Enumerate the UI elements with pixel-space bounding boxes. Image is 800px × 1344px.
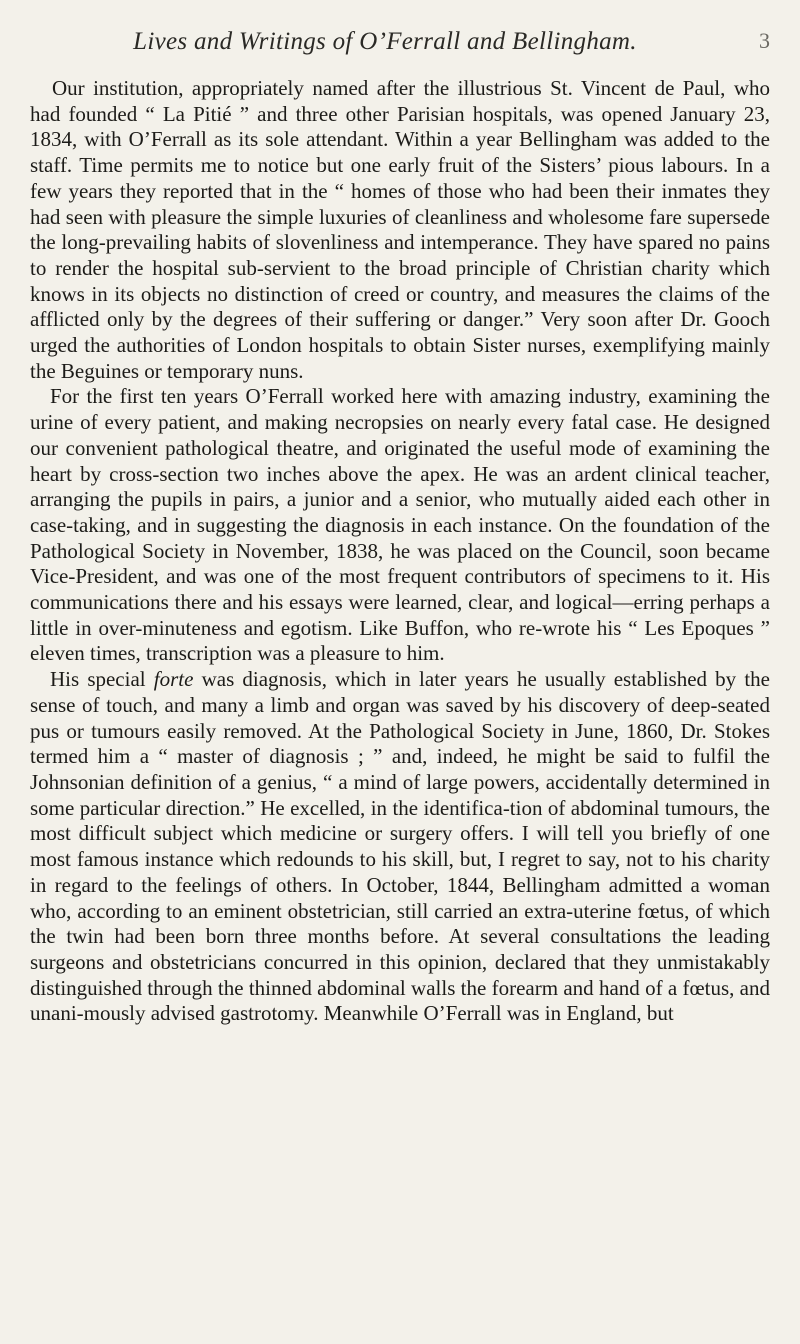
paragraph-3-rest: was diagnosis, which in later years he usually established by the sense of touch, and many a limb and organ was saved by his discovery of deep-seated pus or tumours easily removed. At the Pathological Society in June, 1860, Dr. Stokes termed him a “ master of diagnosis ; ” and, indeed, he might be said to fulfil the Johnsonian definition of a genius, “ a mind of large powers, accidentally determined in some particular direction.” He excelled, in the identifica-tion of abdominal tumours, the most difficult subject which medicine or surgery offers. I will tell you briefly of one most famous instance which redounds to his skill, but, I regret to say, not to his charity in regard to the feelings of others. In October, 1844, Bellingham admitted a woman who, according to an eminent obstetrician, still carried an extra-uterine fœtus, of which the twin had been born three months before. At several consultations the leading surgeons and obstetricians concurred in this opinion, declared that they unmistakably distinguished through the thinned abdominal walls the forearm and hand of a fœtus, and unani-mously advised gastrotomy. Meanwhile O’Ferrall was in England, but — [30, 667, 770, 1026]
paragraph-2: For the first ten years O’Ferrall worked here with amazing industry, examining the urine of every patient, and making necropsies on nearly every fatal case. He designed our convenient pathological theatre, and originated the useful mode of examining the heart by cross-section two inches above the apex. He was an ardent clinical teacher, arranging the pupils in pairs, a junior and a senior, who mutually aided each other in case-taking, and in suggesting the diagnosis in each instance. On the foundation of the Pathological Society in November, 1838, he was placed on the Council, soon became Vice-President, and was one of the most frequent contributors of specimens to it. His communications there and his essays were learned, clear, and logical—erring perhaps a little in over-minuteness and egotism. Like Buffon, who re-wrote his “ Les Epoques ” eleven times, transcription was a pleasure to him. — [30, 384, 770, 666]
running-head — [30, 24, 770, 80]
paragraph-1: Our institution, appropriately named after the illustrious St. Vincent de Paul, who had founded “ La Pitié ” and three other Parisian hospitals, was opened January 23, 1834, with O’Ferrall as its sole attendant. Within a year Bellingham was added to the staff. Time permits me to notice but one early fruit of the Sisters’ pious labours. In a few years they reported that in the “ homes of those who had been their inmates they had seen with pleasure the simple luxuries of cleanliness and wholesome fare supersede the long-prevailing habits of slovenliness and intemperance. They have spared no pains to render the hospital sub-servient to the broad principle of Christian charity which knows in its objects no distinction of creed or country, and measures the claims of the afflicted only by the degrees of their suffering or danger.” Very soon after Dr. Gooch urged the authorities of London hospitals to obtain Sister nurses, exemplifying mainly the Beguines or temporary nuns. — [30, 76, 770, 383]
paragraph-3-italic-word: forte — [153, 667, 194, 692]
book-page — [30, 24, 770, 1324]
running-title: Lives and Writings of O’Ferrall and Bellingham. — [133, 28, 637, 55]
paragraph-3 — [30, 667, 770, 1027]
paragraph-3-lead: His special — [50, 667, 154, 692]
body-text — [30, 76, 770, 1027]
page-number: 3 — [759, 28, 770, 53]
